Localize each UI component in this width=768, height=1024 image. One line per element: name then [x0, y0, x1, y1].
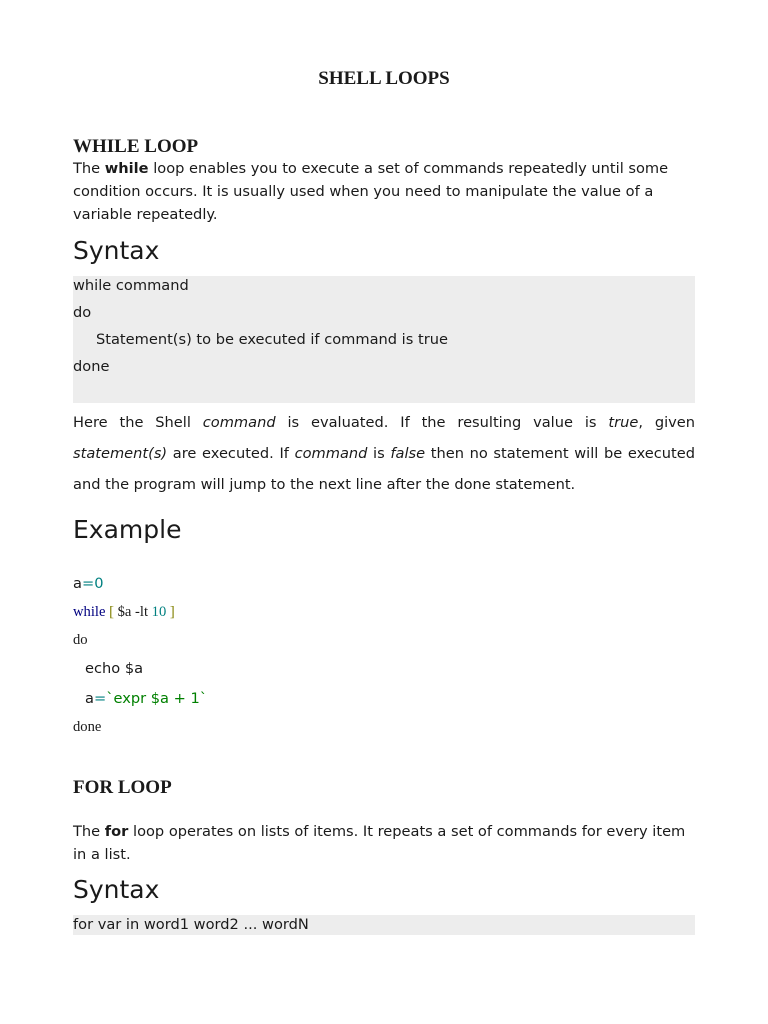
example-line-done: done: [73, 719, 102, 735]
example-zero: 0: [94, 575, 104, 592]
example-open-bracket: [: [109, 604, 114, 620]
while-loop-heading: WHILE LOOP: [73, 136, 199, 157]
explanation-italic-true: true: [608, 414, 639, 431]
explanation-text-3: , given: [638, 414, 695, 431]
example-line-do: do: [73, 632, 88, 648]
explanation-text-1: Here the Shell: [73, 414, 203, 431]
for-intro-text-2: loop operates on lists of items. It repeats a set of commands for every item in a list.: [73, 823, 686, 863]
explanation-italic-command: command: [202, 414, 276, 431]
while-intro-text-2: loop enables you to execute a set of commands repeatedly until some condition occurs. It is usually used when you need to manipulate the value of a variable repeatedly.: [73, 160, 669, 223]
for-loop-heading: FOR LOOP: [73, 777, 172, 798]
explanation-text-6: then no statement will be executed and the program will jump to the next line after the done statement.: [73, 445, 695, 493]
explanation-italic-false: false: [390, 445, 426, 462]
while-keyword: while: [104, 160, 149, 177]
example-equals: =: [81, 575, 95, 592]
example-var-a-2: a: [85, 690, 94, 707]
example-line-assign: [73, 575, 103, 592]
while-syntax-heading: Syntax: [73, 236, 160, 265]
while-intro-paragraph: [73, 157, 695, 226]
explanation-italic-statements: statement(s): [73, 445, 168, 462]
explanation-italic-command-2: command: [294, 445, 368, 462]
syntax-line-statement: Statement(s) to be executed if command is true: [96, 331, 448, 348]
example-equals-2: =: [93, 690, 107, 707]
for-keyword: for: [104, 823, 129, 840]
document-title: SHELL LOOPS: [318, 68, 450, 89]
while-intro-text-1: The: [73, 160, 105, 177]
while-explanation-paragraph: [73, 407, 695, 500]
example-line-while: [73, 604, 175, 621]
for-syntax-code-block: for var in word1 word2 ... wordN: [73, 915, 695, 935]
example-condition: $a -lt: [113, 604, 152, 620]
syntax-line-while: while command: [73, 277, 189, 294]
explanation-text-5: is: [367, 445, 391, 462]
explanation-text-4: are executed. If: [167, 445, 295, 462]
example-heading: Example: [73, 515, 182, 544]
while-syntax-code-block: [73, 276, 695, 403]
example-var-a: a: [73, 575, 82, 592]
example-close-bracket: ]: [169, 604, 175, 620]
example-line-echo: echo $a: [85, 660, 144, 677]
example-expr: `expr $a + 1`: [106, 690, 208, 707]
example-while-keyword: while: [73, 604, 106, 620]
explanation-text-2: is evaluated. If the resulting value is: [275, 414, 609, 431]
example-line-increment: [85, 690, 207, 707]
for-intro-paragraph: [73, 820, 695, 866]
syntax-line-done: done: [73, 358, 110, 375]
example-number-10: 10: [151, 604, 167, 620]
for-intro-text-1: The: [73, 823, 105, 840]
syntax-line-do: do: [73, 304, 92, 321]
for-syntax-heading: Syntax: [73, 875, 160, 904]
